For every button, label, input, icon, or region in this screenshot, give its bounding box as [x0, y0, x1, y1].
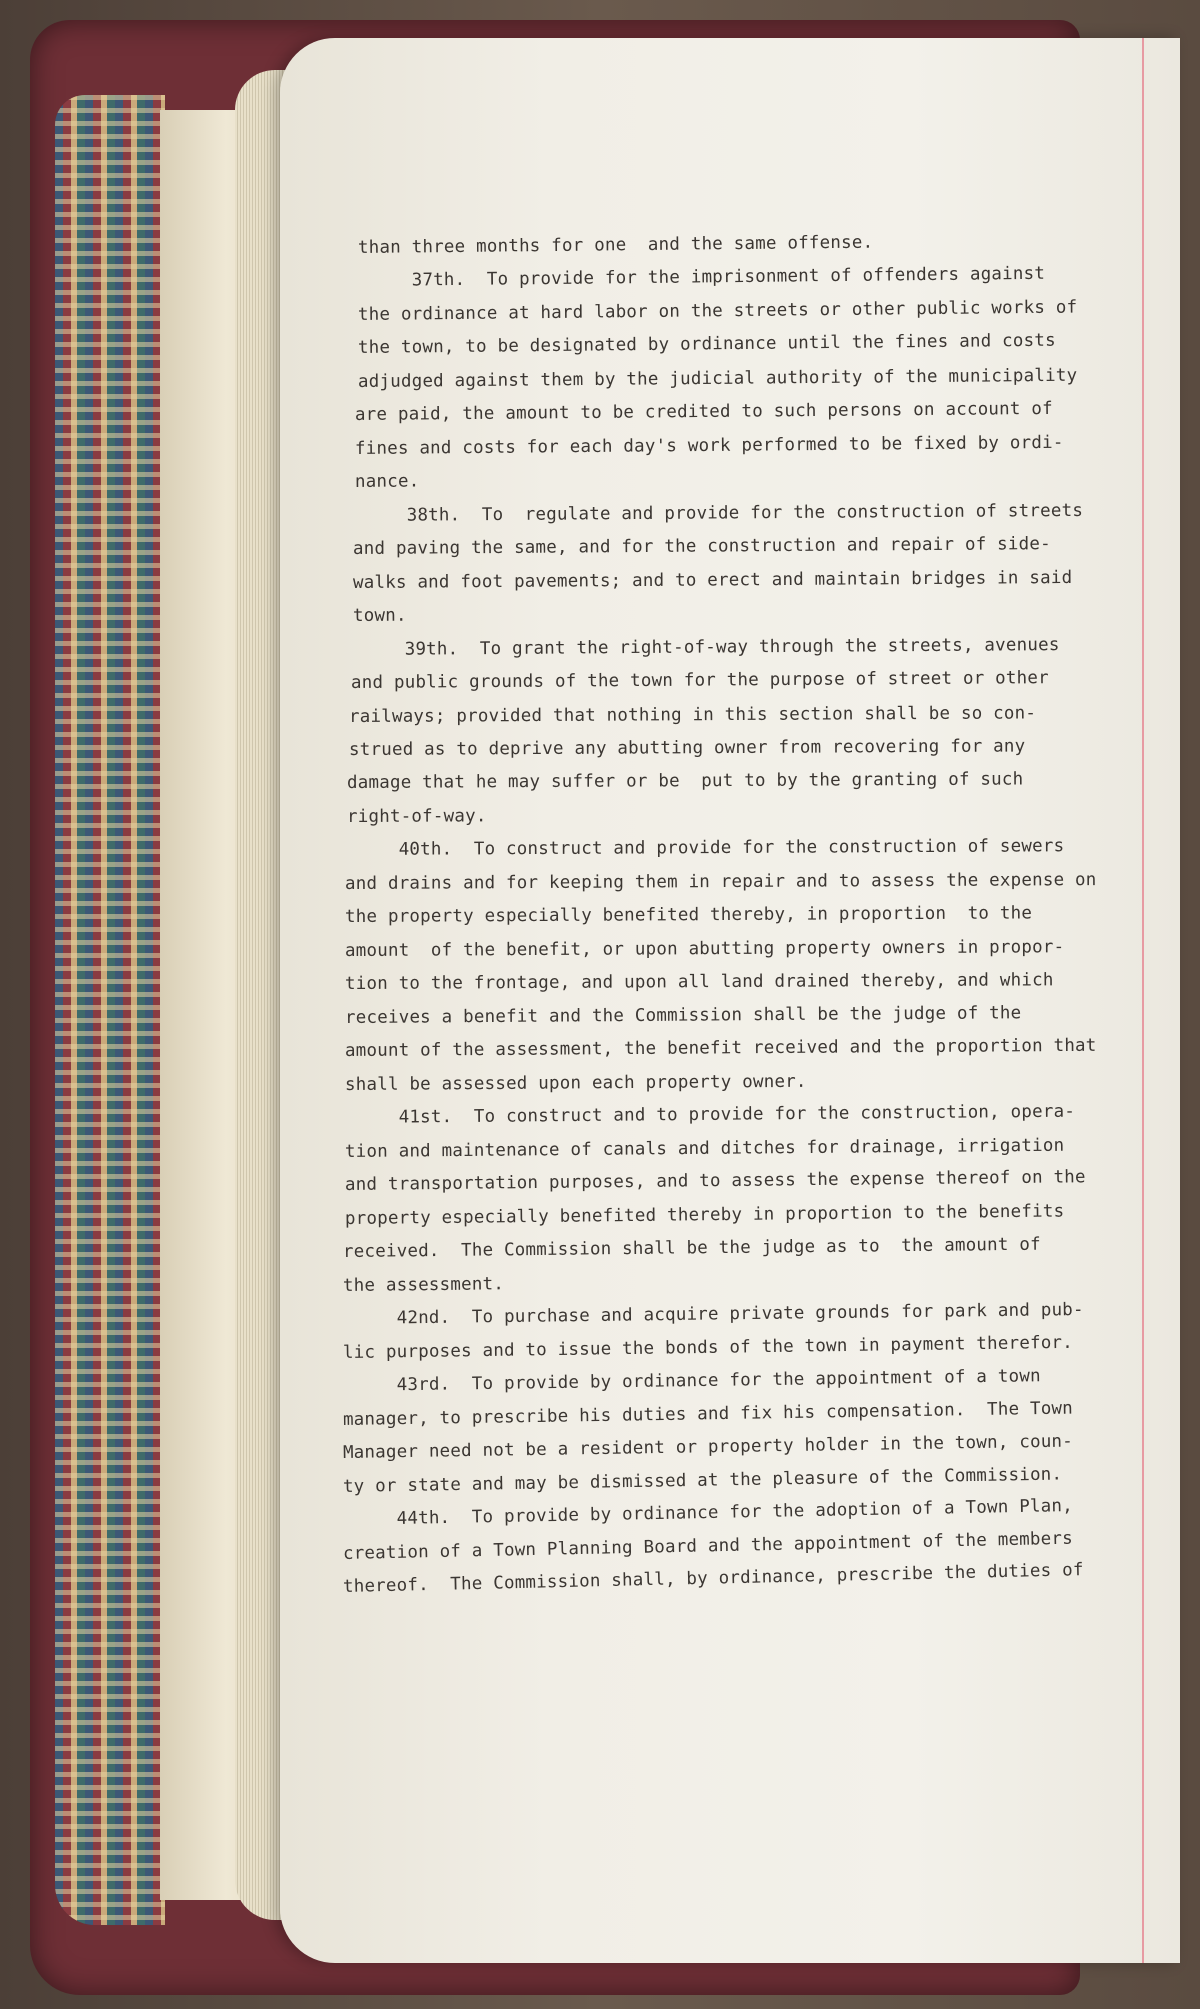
text-line: ty or state and may be dismissed at the pleasure of the Commission. — [342, 1464, 1063, 1497]
text-line: lic purposes and to issue the bonds of the town in payment therefor. — [342, 1332, 1074, 1363]
text-line: and public grounds of the town for the purpose of street or other — [350, 668, 1049, 693]
text-line: walks and foot pavements; and to erect and maintain bridges in said — [352, 567, 1073, 593]
text-line: Manager need not be a resident or property holder in the town, coun- — [342, 1431, 1074, 1463]
text-line: damage that he may suffer or be put to by the granting of such — [346, 769, 1024, 793]
text-line: adjudged against them by the judicial authority of the municipality — [357, 365, 1078, 392]
text-line: strued as to deprive any abutting owner from recovering for any — [348, 736, 1026, 760]
text-line: the ordinance at hard labor on the streets or other public works of — [357, 297, 1078, 325]
text-line: creation of a Town Planning Board and the appointment of the members — [342, 1528, 1074, 1564]
text-line: are paid, the amount to be credited to such persons on account of — [354, 398, 1053, 425]
text-line: amount of the benefit, or upon abutting property owners in propor- — [344, 937, 1065, 961]
text-line: tion to the frontage, and upon all land drained thereby, and which — [344, 970, 1054, 994]
text-line: fines and costs for each day's work performed to be fixed by ordi- — [354, 432, 1064, 459]
marbled-endpaper — [55, 95, 165, 1925]
text-line: 43rd. To provide by ordinance for the appointment of a town — [342, 1366, 1041, 1396]
text-line: property especially benefited thereby in proportion to the benefits — [344, 1201, 1065, 1229]
text-line: and paving the same, and for the construction and repair of side- — [352, 534, 1051, 559]
document-page — [280, 38, 1180, 1963]
text-line: and drains and for keeping them in repair and to assess the expense on — [344, 870, 1097, 894]
text-line: than three months for one and the same offense. — [357, 232, 874, 258]
text-line: received. The Commission shall be the judge as to the amount of — [342, 1234, 1041, 1262]
text-line: manager, to prescribe his duties and fix his compensation. The Town — [342, 1398, 1074, 1430]
text-line: nance. — [354, 471, 420, 492]
text-line: 38th. To regulate and provide for the construction of streets — [352, 500, 1084, 526]
text-line: and transportation purposes, and to assess the expense thereof on the — [344, 1167, 1086, 1195]
text-line: the property especially benefited thereby, in proportion to the — [344, 903, 1033, 927]
text-line: receives a benefit and the Commission shall be the judge of the — [344, 1003, 1022, 1028]
text-line: 37th. To provide for the imprisonment of offenders against — [357, 263, 1046, 291]
text-line: amount of the assessment, the benefit received and the proportion that — [344, 1035, 1097, 1061]
margin-rule — [1142, 38, 1144, 1963]
text-line: town. — [352, 605, 407, 626]
text-line: the assessment. — [342, 1274, 505, 1296]
text-line: 39th. To grant the right-of-way through the streets, avenues — [350, 635, 1060, 660]
text-line: thereof. The Commission shall, by ordinance, prescribe the duties of — [342, 1560, 1084, 1597]
text-line: the town, to be designated by ordinance until the fines and costs — [357, 330, 1056, 358]
text-line: 44th. To provide by ordinance for the adoption of a Town Plan, — [342, 1495, 1074, 1530]
text-line: railways; provided that nothing in this section shall be so con- — [348, 703, 1037, 727]
text-line: shall be assessed upon each property owner. — [344, 1071, 807, 1095]
text-line: tion and maintenance of canals and ditches for drainage, irrigation — [344, 1135, 1065, 1162]
text-line: 41st. To construct and to provide for the construction, opera- — [344, 1101, 1076, 1128]
text-line: 40th. To construct and provide for the construction of sewers — [344, 836, 1065, 860]
text-line: 42nd. To purchase and acquire private grounds for park and pub- — [342, 1299, 1084, 1329]
text-line: right-of-way. — [346, 806, 487, 827]
